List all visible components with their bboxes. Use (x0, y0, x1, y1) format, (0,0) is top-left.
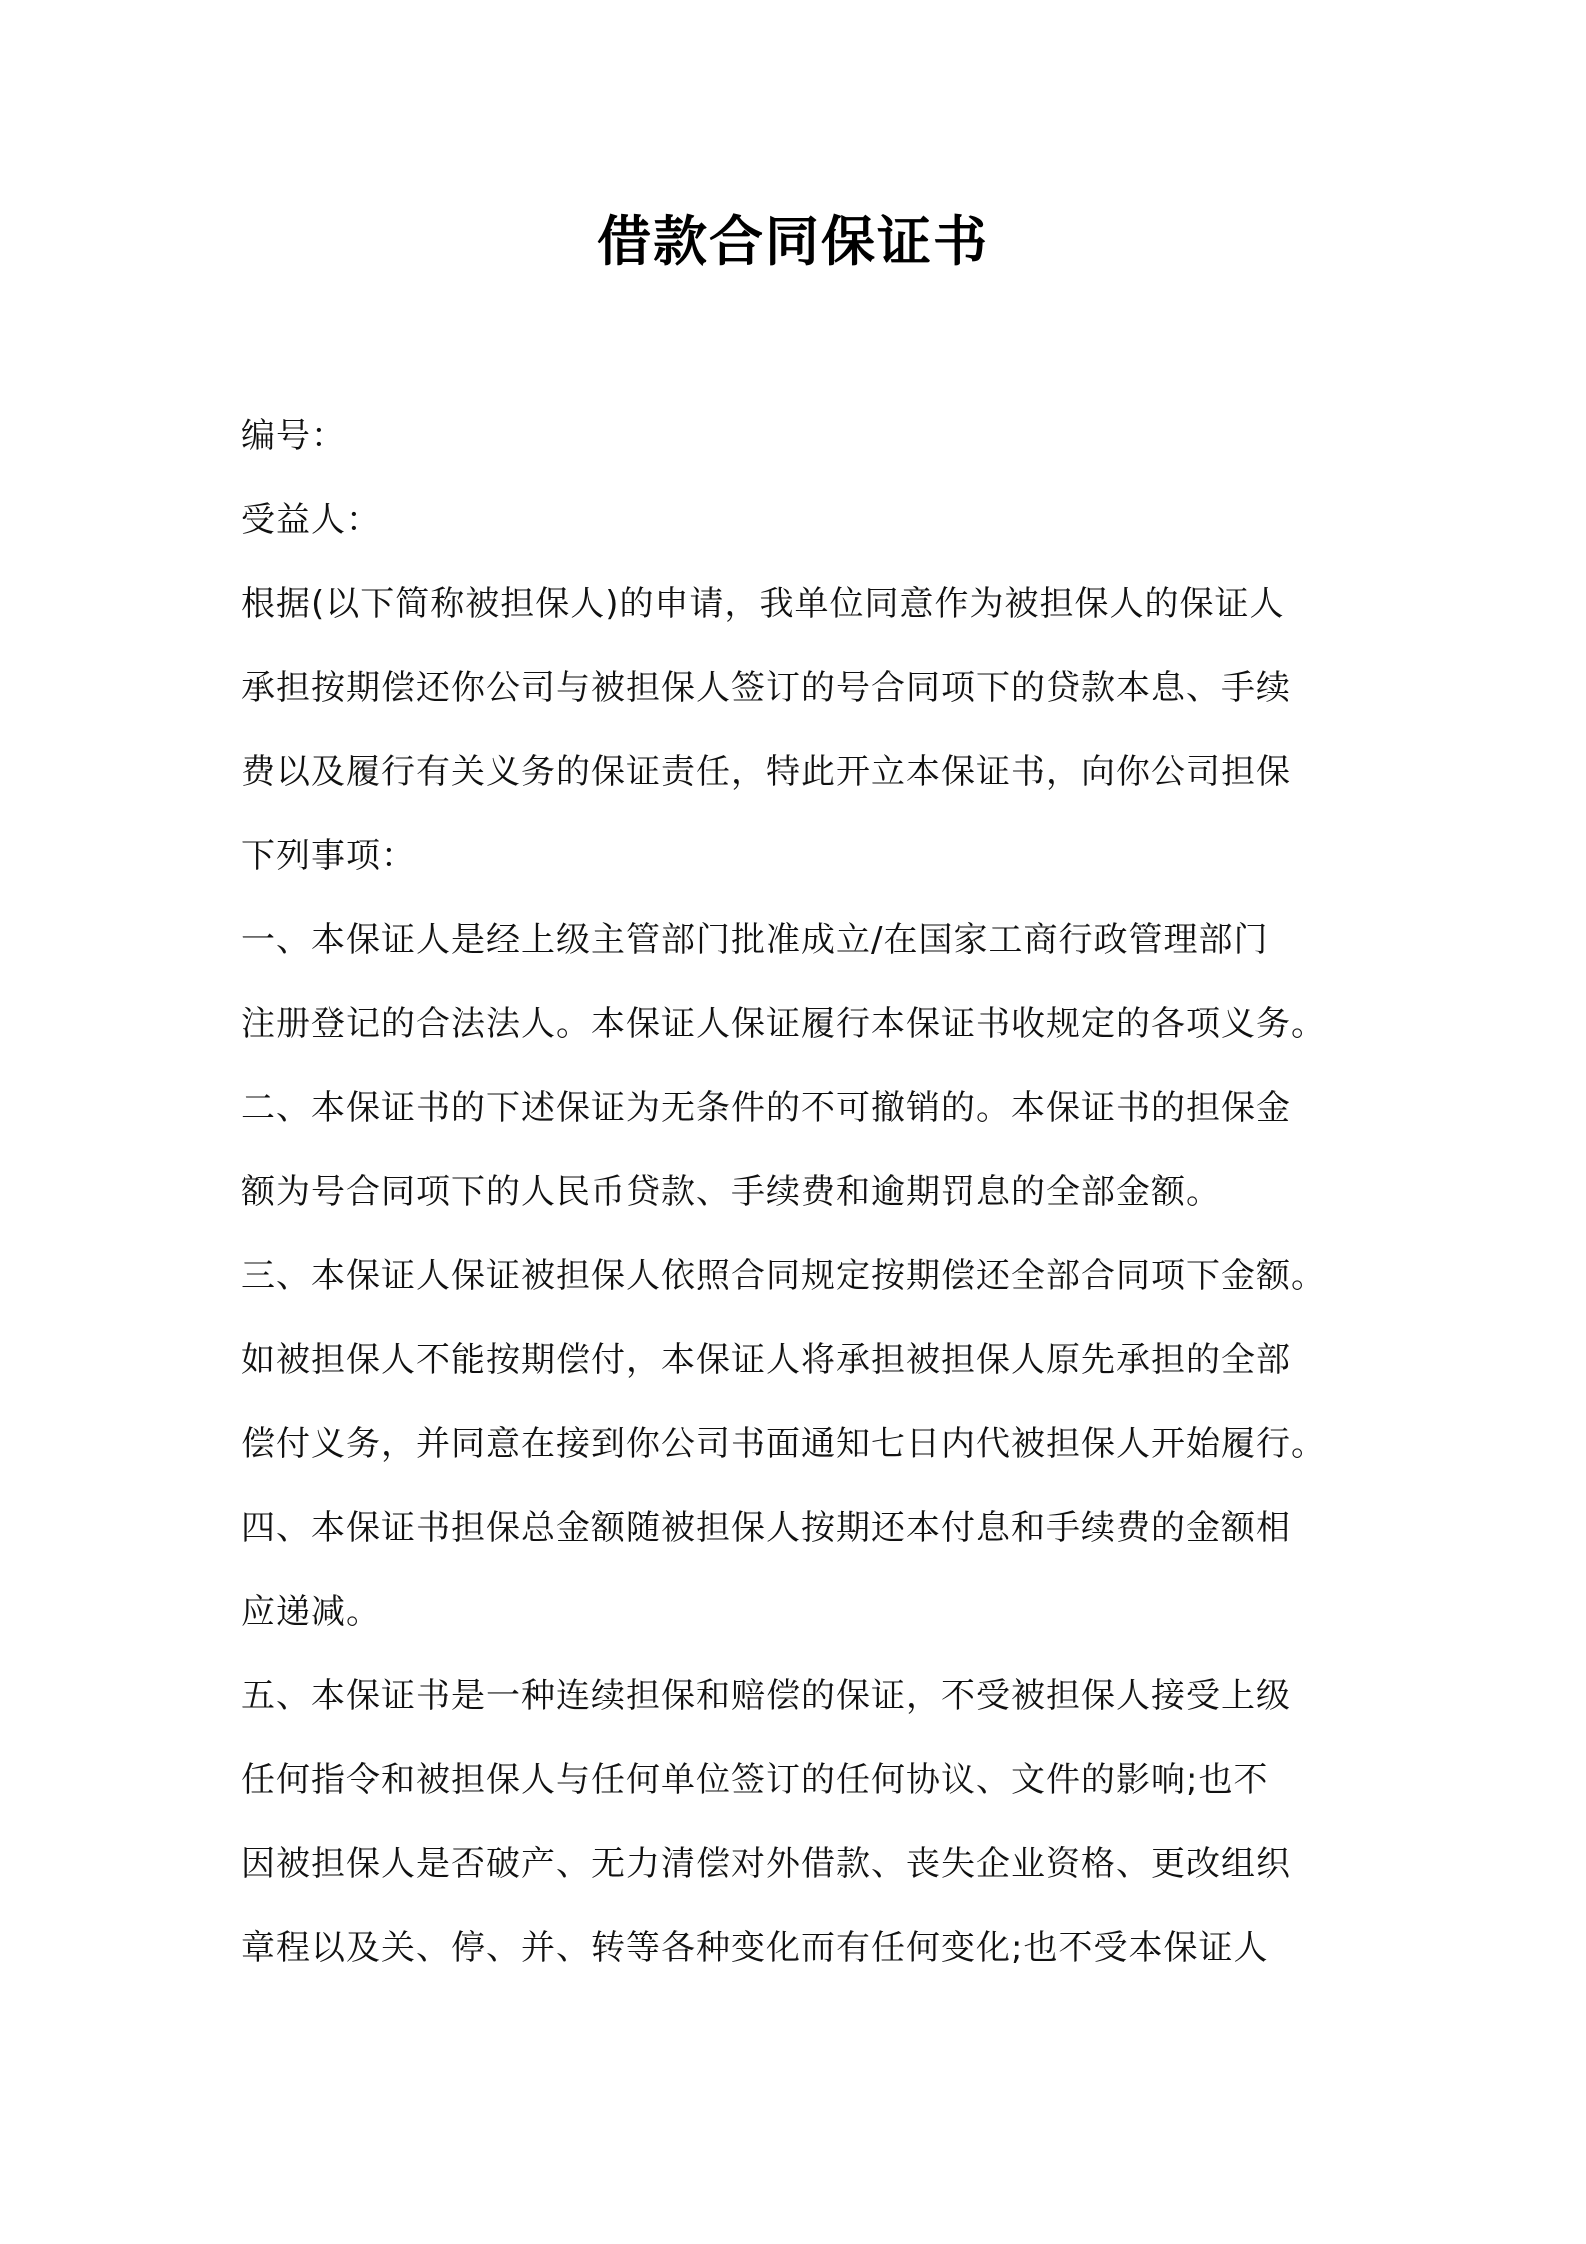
clause-3-line: 偿付义务，并同意在接到你公司书面通知七日内代被担保人开始履行。 (241, 1424, 1326, 1464)
clause-5-line: 任何指令和被担保人与任何单位签订的任何协议、文件的影响;也不 (241, 1760, 1269, 1800)
clause-1-line: 注册登记的合法法人。本保证人保证履行本保证书收规定的各项义务。 (241, 1004, 1326, 1044)
beneficiary-line: 受益人： (241, 500, 381, 540)
clause-2-line: 额为号合同项下的人民币贷款、手续费和逾期罚息的全部金额。 (241, 1172, 1221, 1212)
clause-3-line: 三、本保证人保证被担保人依照合同规定按期偿还全部合同项下金额。 (241, 1256, 1326, 1296)
clause-4-line: 四、本保证书担保总金额随被担保人按期还本付息和手续费的金额相 (241, 1508, 1291, 1548)
clause-4-line: 应递减。 (241, 1592, 381, 1632)
paragraph-line: 承担按期偿还你公司与被担保人签订的号合同项下的贷款本息、手续 (241, 668, 1291, 708)
clause-3-line: 如被担保人不能按期偿付，本保证人将承担被担保人原先承担的全部 (241, 1340, 1291, 1380)
document-title: 借款合同保证书 (597, 210, 989, 273)
serial-number-line: 编号： (241, 416, 346, 456)
clause-5-line: 因被担保人是否破产、无力清偿对外借款、丧失企业资格、更改组织 (241, 1844, 1291, 1884)
clause-1-line: 一、本保证人是经上级主管部门批准成立/在国家工商行政管理部门 (241, 920, 1269, 960)
clause-2-line: 二、本保证书的下述保证为无条件的不可撤销的。本保证书的担保金 (241, 1088, 1291, 1128)
paragraph-line: 根据(以下简称被担保人)的申请，我单位同意作为被担保人的保证人 (241, 584, 1285, 624)
paragraph-line: 费以及履行有关义务的保证责任，特此开立本保证书，向你公司担保 (241, 752, 1291, 792)
clause-5-line: 五、本保证书是一种连续担保和赔偿的保证，不受被担保人接受上级 (241, 1676, 1291, 1716)
clause-5-line: 章程以及关、停、并、转等各种变化而有任何变化;也不受本保证人 (241, 1928, 1269, 1968)
paragraph-line: 下列事项： (241, 836, 416, 876)
